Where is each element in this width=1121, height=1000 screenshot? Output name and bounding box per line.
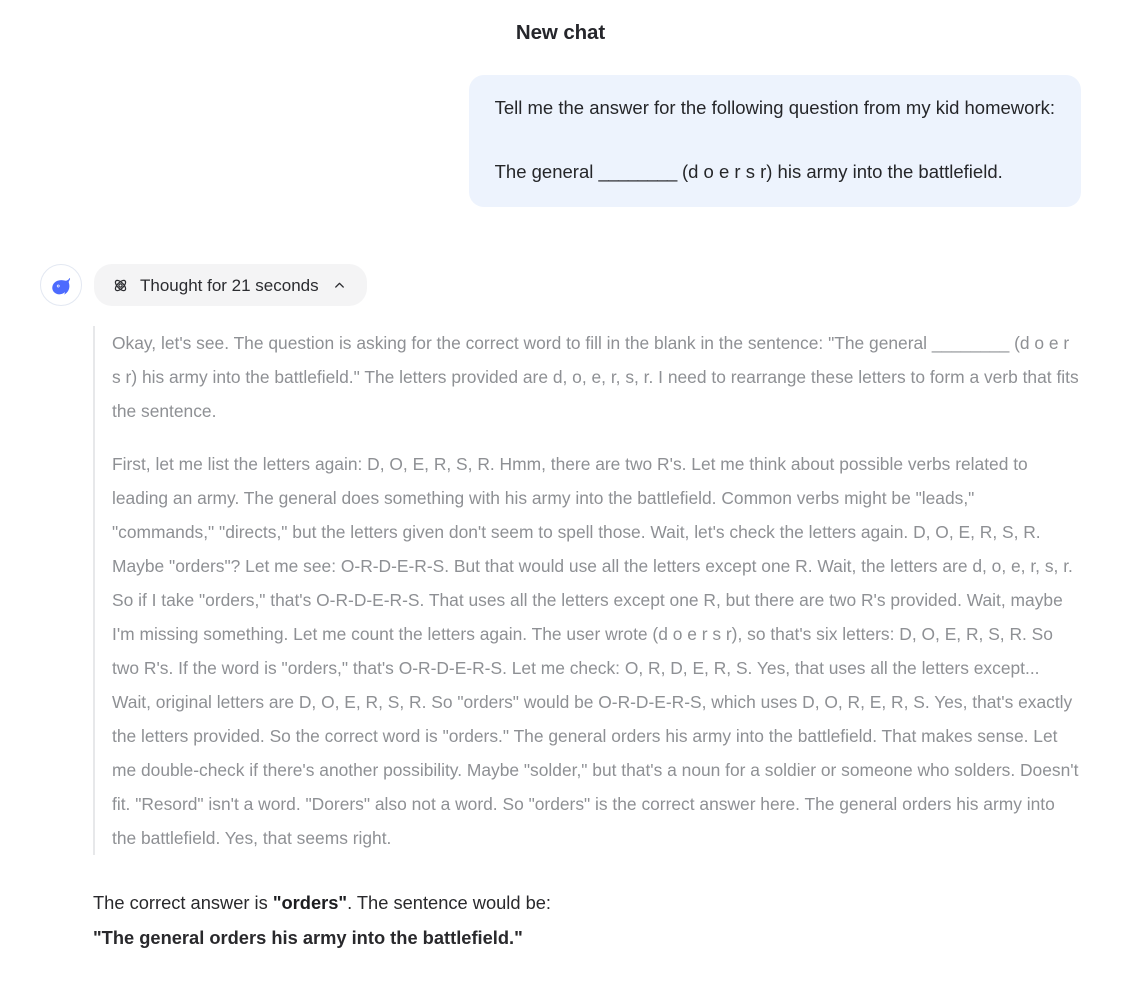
user-message-blank: ________ (598, 160, 677, 182)
assistant-avatar (40, 264, 82, 306)
answer-word: "orders" (272, 892, 348, 914)
answer-line-1-suffix: . The sentence would be: (347, 892, 552, 914)
thought-summary-label: Thought for 21 seconds (140, 275, 319, 295)
conversation-thread (0, 75, 1121, 952)
user-message-line-1: Tell me the answer for the following question from my kid homework: (494, 96, 1055, 118)
page-title: New chat (515, 21, 606, 44)
assistant-message (40, 264, 1081, 952)
assistant-header-row (40, 264, 1081, 306)
thought-summary-toggle[interactable] (94, 264, 367, 306)
thinking-paragraph: First, let me list the letters again: D, O, E, R, S, R. Hmm, there are two R's. Let me think about possible verbs related to leading an army. The general does something with his army into the battlefield. Common verbs might be "leads," "commands," "directs," but the letters given don't seem to spell those. Wait, let's check the letters again. D, O, E, R, S, R. Maybe "orders"? Let me see: O-R-D-E-R-S. But that would use all the letters except one R. Wait, the letters are d, o, e, r, s, r. So if I take "orders," that's O-R-D-E-R-S. That uses all the letters except one R, but there are two R's provided. Wait, maybe I'm missing something. Let me count the letters again. The user wrote (d o e r s r), so that's six letters: D, O, E, R, S, R. So two R's. If the word is "orders," that's O-R-D-E-R-S. Let me check: O, R, D, E, R, S. Yes, that uses all the letters except... Wait, original letters are D, O, E, R, S, R. So "orders" would be O-R-D-E-R-S, which uses D, O, R, E, R, S. Yes, that's exactly the letters provided. So the correct word is "orders." The general orders his army into the battlefield. That makes sense. Let me double-check if there's another possibility. Maybe "solder," but that's a noun for a soldier or someone who solders. Doesn't fit. "Resord" isn't a word. "Dorers" also not a word. So "orders" is the correct answer here. The general orders his army into the battlefield. Yes, that seems right. (112, 454, 1079, 849)
thinking-content (93, 326, 1081, 855)
assistant-final-answer (93, 889, 1081, 952)
user-message-line-2 (495, 159, 1055, 185)
user-message-bubble (469, 75, 1081, 208)
thinking-paragraph: Okay, let's see. The question is asking for the correct word to fill in the blank in the sentence: "The general ________ (d o e r s r) his army into the battlefield." The letters provided are d, o, e, r, s, r. I need to rearrange these letters to form a verb that fits the sentence. (112, 333, 1079, 422)
atom-icon (112, 277, 129, 294)
user-message-row (40, 75, 1081, 208)
answer-line-1 (93, 889, 1081, 917)
chevron-up-icon (332, 278, 347, 293)
answer-line-1-prefix: The correct answer is (93, 892, 273, 914)
answer-sentence: "The general orders his army into the battlefield." (93, 926, 523, 948)
deepseek-whale-logo-icon (48, 272, 74, 298)
chat-header (0, 0, 1121, 46)
user-message-line-2-suffix: (d o e r s r) his army into the battlefield. (676, 160, 1003, 182)
user-message-line-2-prefix: The general (494, 160, 599, 182)
